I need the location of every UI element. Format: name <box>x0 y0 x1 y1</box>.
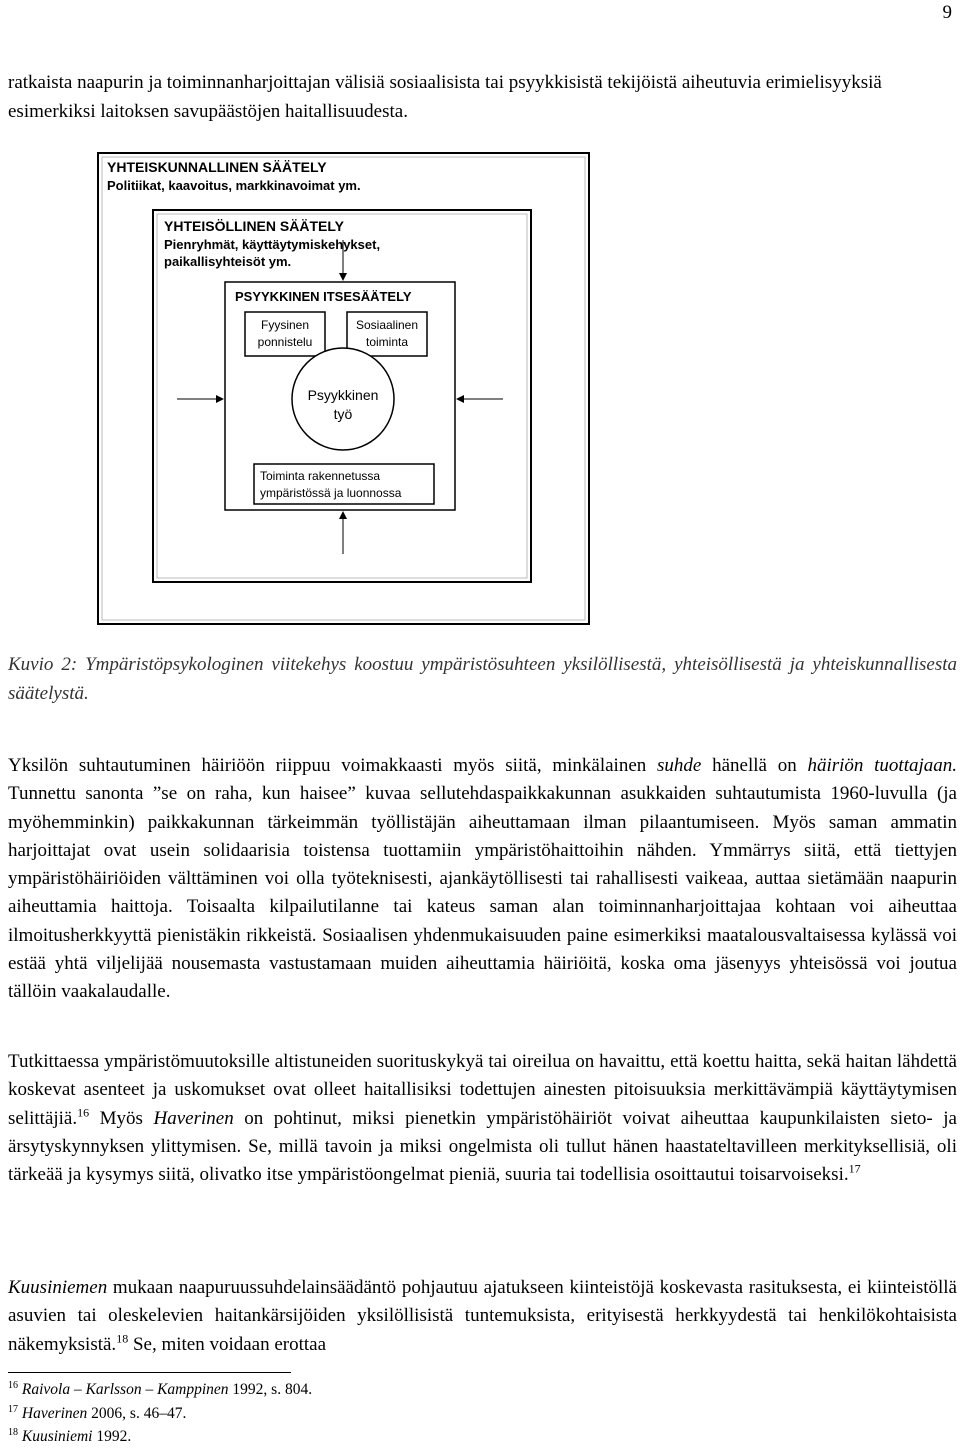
footnote-18: $^{18}$ Kuusiniemi 1992. <box>8 1426 132 1445</box>
footnote-17: $^{17}$ Haverinen 2006, s. 46–47. <box>8 1403 187 1422</box>
physical-label-2: ponnistelu <box>257 335 313 349</box>
action-label-1: Toiminta rakennetussa <box>260 469 381 483</box>
page-number: 9 <box>942 2 952 23</box>
footnote-divider <box>8 1372 291 1373</box>
work-label-2: työ <box>333 406 353 422</box>
societal-subtitle: Politiikat, kaavoitus, markkinavoimat ym. <box>107 178 361 193</box>
social-label-1: Sosiaalinen <box>355 318 419 332</box>
psych-title: PSYYKKINEN ITSESÄÄTELY <box>235 289 412 304</box>
framework-figure <box>97 152 590 625</box>
work-label-1: Psyykkinen <box>307 387 379 403</box>
footnote-16: $^{16}$ Raivola – Karlsson – Kamppinen 1992, s. 804. <box>8 1379 313 1398</box>
paragraph-1: Yksilön suhtautuminen häiriöön riippuu voimakkaasti myös siitä, minkälainen suhde hänellä on häiriön tuottajaan. Tunnettu sanonta ”se on raha, kun haisee” kuvaa sellutehdaspaikkakunnan asukkaiden suhtautumista 1960-luvulla (ja myöhemminkin) paikkakunnan tärkeimmän työllistäjän aiheuttamaan ilman pilaantumiseen. Myös saman ammatin harjoittajat ovat usein solidaarisia toistensa tuottamiin ympäristöhaittoihin nähden. Ymmärrys siitä, että tiettyjen ympäristöhäiriöiden välttäminen voi olla työteknisesti, ajankäytöllisesti tai rahallisesti vaikeaa, auttaa sietämään naapurin aiheuttamia haittoja. Toisaalta kilpailutilanne tai kateus saman alan toiminnanharjoittajaa kohtaan voi aiheuttaa ilmoitusherkkyyttä pienistäkin rikkeistä. Sosiaalisen yhdenmukaisuuden paine esimerkiksi maatalousvaltaisessa kylässä voi estää yhtä viljelijää nousemasta vastustamaan muiden aiheuttamia häiriöitä, koska oma jäsenyys yhteisössä voi joutua tällöin vaakalaudalle. <box>8 755 957 1003</box>
community-subtitle-2: paikallisyhteisöt ym. <box>164 254 292 269</box>
paragraph-3: Kuusiniemen mukaan naapuruussuhdelainsäädäntö pohjautuu ajatukseen kiinteistöjä koskevasta rasituksesta, ei kiinteistöllä asuvien tai oleskelevien haitankärsijöiden yksilöllisistä tuntemuksista, erityisestä herkkyydestä tai henkilökohtaisista näkemyksistä.$^{18}$ Se, miten voidaan erottaa <box>8 1277 957 1355</box>
physical-label-1: Fyysinen <box>260 318 310 332</box>
community-title: YHTEISÖLLINEN SÄÄTELY <box>164 218 344 234</box>
action-label-2: ympäristössä ja luonnossa <box>260 486 402 500</box>
framework-diagram <box>97 152 590 625</box>
community-subtitle-1: Pienryhmät, käyttäytymiskehykset, <box>164 237 381 252</box>
intro-paragraph: ratkaista naapurin ja toiminnanharjoittajan välisiä sosiaalisista tai psyykkisistä tekijöistä aiheutuvia erimielisyyksiä esimerkiksi laitoksen savupäästöjen haitallisuudesta. <box>8 72 882 122</box>
social-label-2: toiminta <box>365 335 409 349</box>
societal-title: YHTEISKUNNALLINEN SÄÄTELY <box>107 159 327 175</box>
figure-caption: Kuvio 2: Ympäristöpsykologinen viitekehys koostuu ympäristösuhteen yksilöllisestä, yhteisöllisestä ja yhteiskunnallisesta säätelystä. <box>8 654 957 704</box>
paragraph-2: Tutkittaessa ympäristömuutoksille altistuneiden suorituskykyä tai oireilua on havaittu, että koettu haitta, sekä haitan lähdettä koskevat asenteet ja uskomukset ovat olleet haitallisiksi todettujen ainesten pitoisuuksia merkittävämpiä käyttäytymisen selittäjiä.$^{16}$ Myös Haverinen on pohtinut, miksi pienetkin ympäristöhäiriöt voivat aiheuttaa kaupunkilaisten sieto- ja ärsytyskynnyksen ylittymisen. Se, millä tavoin ja miksi ongelmista oli tullut hänen haastateltavilleen merkityksellisiä, oli tärkeää ja kysymys siitä, olivatko itse ympäristöongelmat pieniä, suuria tai todellisia osoittautui toisarvoiseksi.$^{17}$ <box>8 1051 957 1186</box>
